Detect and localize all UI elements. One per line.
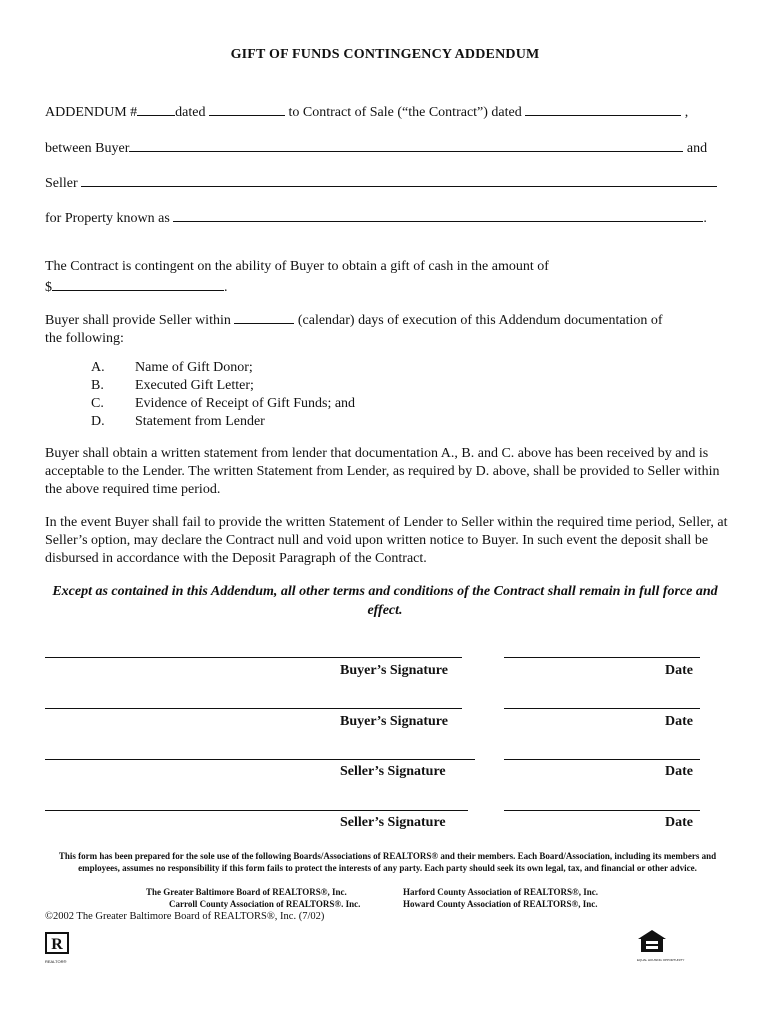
signature-label: Buyer’s Signature xyxy=(340,714,448,729)
addendum-date-field[interactable] xyxy=(209,101,285,116)
buyer-label: between Buyer xyxy=(45,141,130,156)
list-item xyxy=(91,413,355,431)
association-name: Howard County Association of REALTORS®, Inc. xyxy=(403,899,598,909)
list-item xyxy=(91,359,355,377)
seller-name-field[interactable] xyxy=(81,172,717,187)
list-item-letter: C. xyxy=(91,396,104,411)
date-label: Date xyxy=(665,663,693,678)
buyer-signature-line-1[interactable] xyxy=(45,657,462,658)
addendum-line xyxy=(45,101,688,121)
dated-label: dated xyxy=(175,105,206,120)
gift-amount-field[interactable] xyxy=(52,276,224,291)
contingency-text: The Contract is contingent on the ability of Buyer to obtain a gift of cash in the amount of xyxy=(45,259,549,274)
provide-suffix: (calendar) days of execution of this Addendum documentation of xyxy=(297,313,663,328)
seller-date-line-2[interactable] xyxy=(504,810,700,811)
provide-prefix: Buyer shall provide Seller within xyxy=(45,313,231,328)
property-line xyxy=(45,207,707,227)
property-label: for Property known as xyxy=(45,211,170,226)
list-item-text: Statement from Lender xyxy=(135,414,265,429)
buyer-name-field[interactable] xyxy=(129,137,683,152)
list-item-letter: A. xyxy=(91,360,105,375)
seller-date-line-1[interactable] xyxy=(504,759,700,760)
addendum-number-field[interactable] xyxy=(137,101,175,116)
buyer-signature-line-2[interactable] xyxy=(45,708,462,709)
list-item-text: Name of Gift Donor; xyxy=(135,360,253,375)
contingency-paragraph xyxy=(45,258,730,297)
list-item-letter: B. xyxy=(91,378,104,393)
failure-paragraph: In the event Buyer shall fail to provide the written Statement of Lender to Seller within the required time period, Seller, at Seller’s option, may declare the Contract null and void upon written notice to Buyer. In such event the deposit shall be disbursed in accordance with the Deposit Paragraph of the Contract. xyxy=(45,515,728,566)
closing-statement: Except as contained in this Addendum, all other terms and conditions of the Contract shall remain in full force and effect. xyxy=(52,584,718,618)
buyer-date-line-2[interactable] xyxy=(504,708,700,709)
date-label: Date xyxy=(665,714,693,729)
copyright-notice: ©2002 The Greater Baltimore Board of REALTORS®, Inc. (7/02) xyxy=(45,911,325,922)
footer-disclaimer: This form has been prepared for the sole use of the following Boards/Associations of REALTORS® and their members. Each Board/Association, including its members and employees, assumes no responsibility if this form fails to protect the interests of any party. Each party should seek its own legal, tax, and financial or other advice. xyxy=(58,851,717,873)
list-item xyxy=(91,395,355,413)
addendum-label: ADDENDUM # xyxy=(45,105,138,120)
seller-signature-line-2[interactable] xyxy=(45,810,468,811)
seller-line xyxy=(45,172,717,192)
realtor-logo-icon xyxy=(45,932,69,964)
property-suffix: . xyxy=(703,211,707,226)
days-field[interactable] xyxy=(234,309,294,324)
list-item xyxy=(91,377,355,395)
amount-prefix: $ xyxy=(45,280,52,295)
buyer-suffix: and xyxy=(686,141,708,156)
lender-statement-paragraph: Buyer shall obtain a written statement from lender that documentation A., B. and C. above has been received by and is acceptable to the Lender. The written Statement from Lender, as required by D. above, shall be provided to Seller within the above required time period. xyxy=(45,446,720,497)
association-name: Harford County Association of REALTORS®, Inc. xyxy=(403,887,599,897)
seller-label: Seller xyxy=(45,176,78,191)
signature-label: Seller’s Signature xyxy=(340,815,446,830)
svg-text:R: R xyxy=(51,936,63,953)
signature-label: Seller’s Signature xyxy=(340,764,446,779)
association-name: The Greater Baltimore Board of REALTORS®, Inc. xyxy=(146,887,347,897)
buyer-date-line-1[interactable] xyxy=(504,657,700,658)
seller-signature-line-1[interactable] xyxy=(45,759,475,760)
list-item-text: Evidence of Receipt of Gift Funds; and xyxy=(135,396,356,411)
date-label: Date xyxy=(665,815,693,830)
association-name: Carroll County Association of REALTORS®. Inc. xyxy=(169,899,361,909)
list-item-letter: D. xyxy=(91,414,105,429)
signature-label: Buyer’s Signature xyxy=(340,663,448,678)
documentation-list xyxy=(91,359,355,431)
contract-suffix: , xyxy=(684,105,689,120)
equal-housing-text: EQUAL HOUSING OPPORTUNITY xyxy=(637,958,685,962)
amount-suffix: . xyxy=(224,280,228,295)
buyer-line xyxy=(45,137,707,157)
contract-label: to Contract of Sale (“the Contract”) dated xyxy=(288,105,522,120)
date-label: Date xyxy=(665,764,693,779)
property-address-field[interactable] xyxy=(173,207,703,222)
list-item-text: Executed Gift Letter; xyxy=(135,378,254,393)
provide-paragraph xyxy=(45,309,730,348)
equal-housing-icon xyxy=(637,929,685,962)
document-title: GIFT OF FUNDS CONTINGENCY ADDENDUM xyxy=(230,47,540,62)
realtor-logo-text: REALTOR® xyxy=(45,959,67,964)
provide-continuation: the following: xyxy=(45,331,124,346)
contract-date-field[interactable] xyxy=(525,101,681,116)
